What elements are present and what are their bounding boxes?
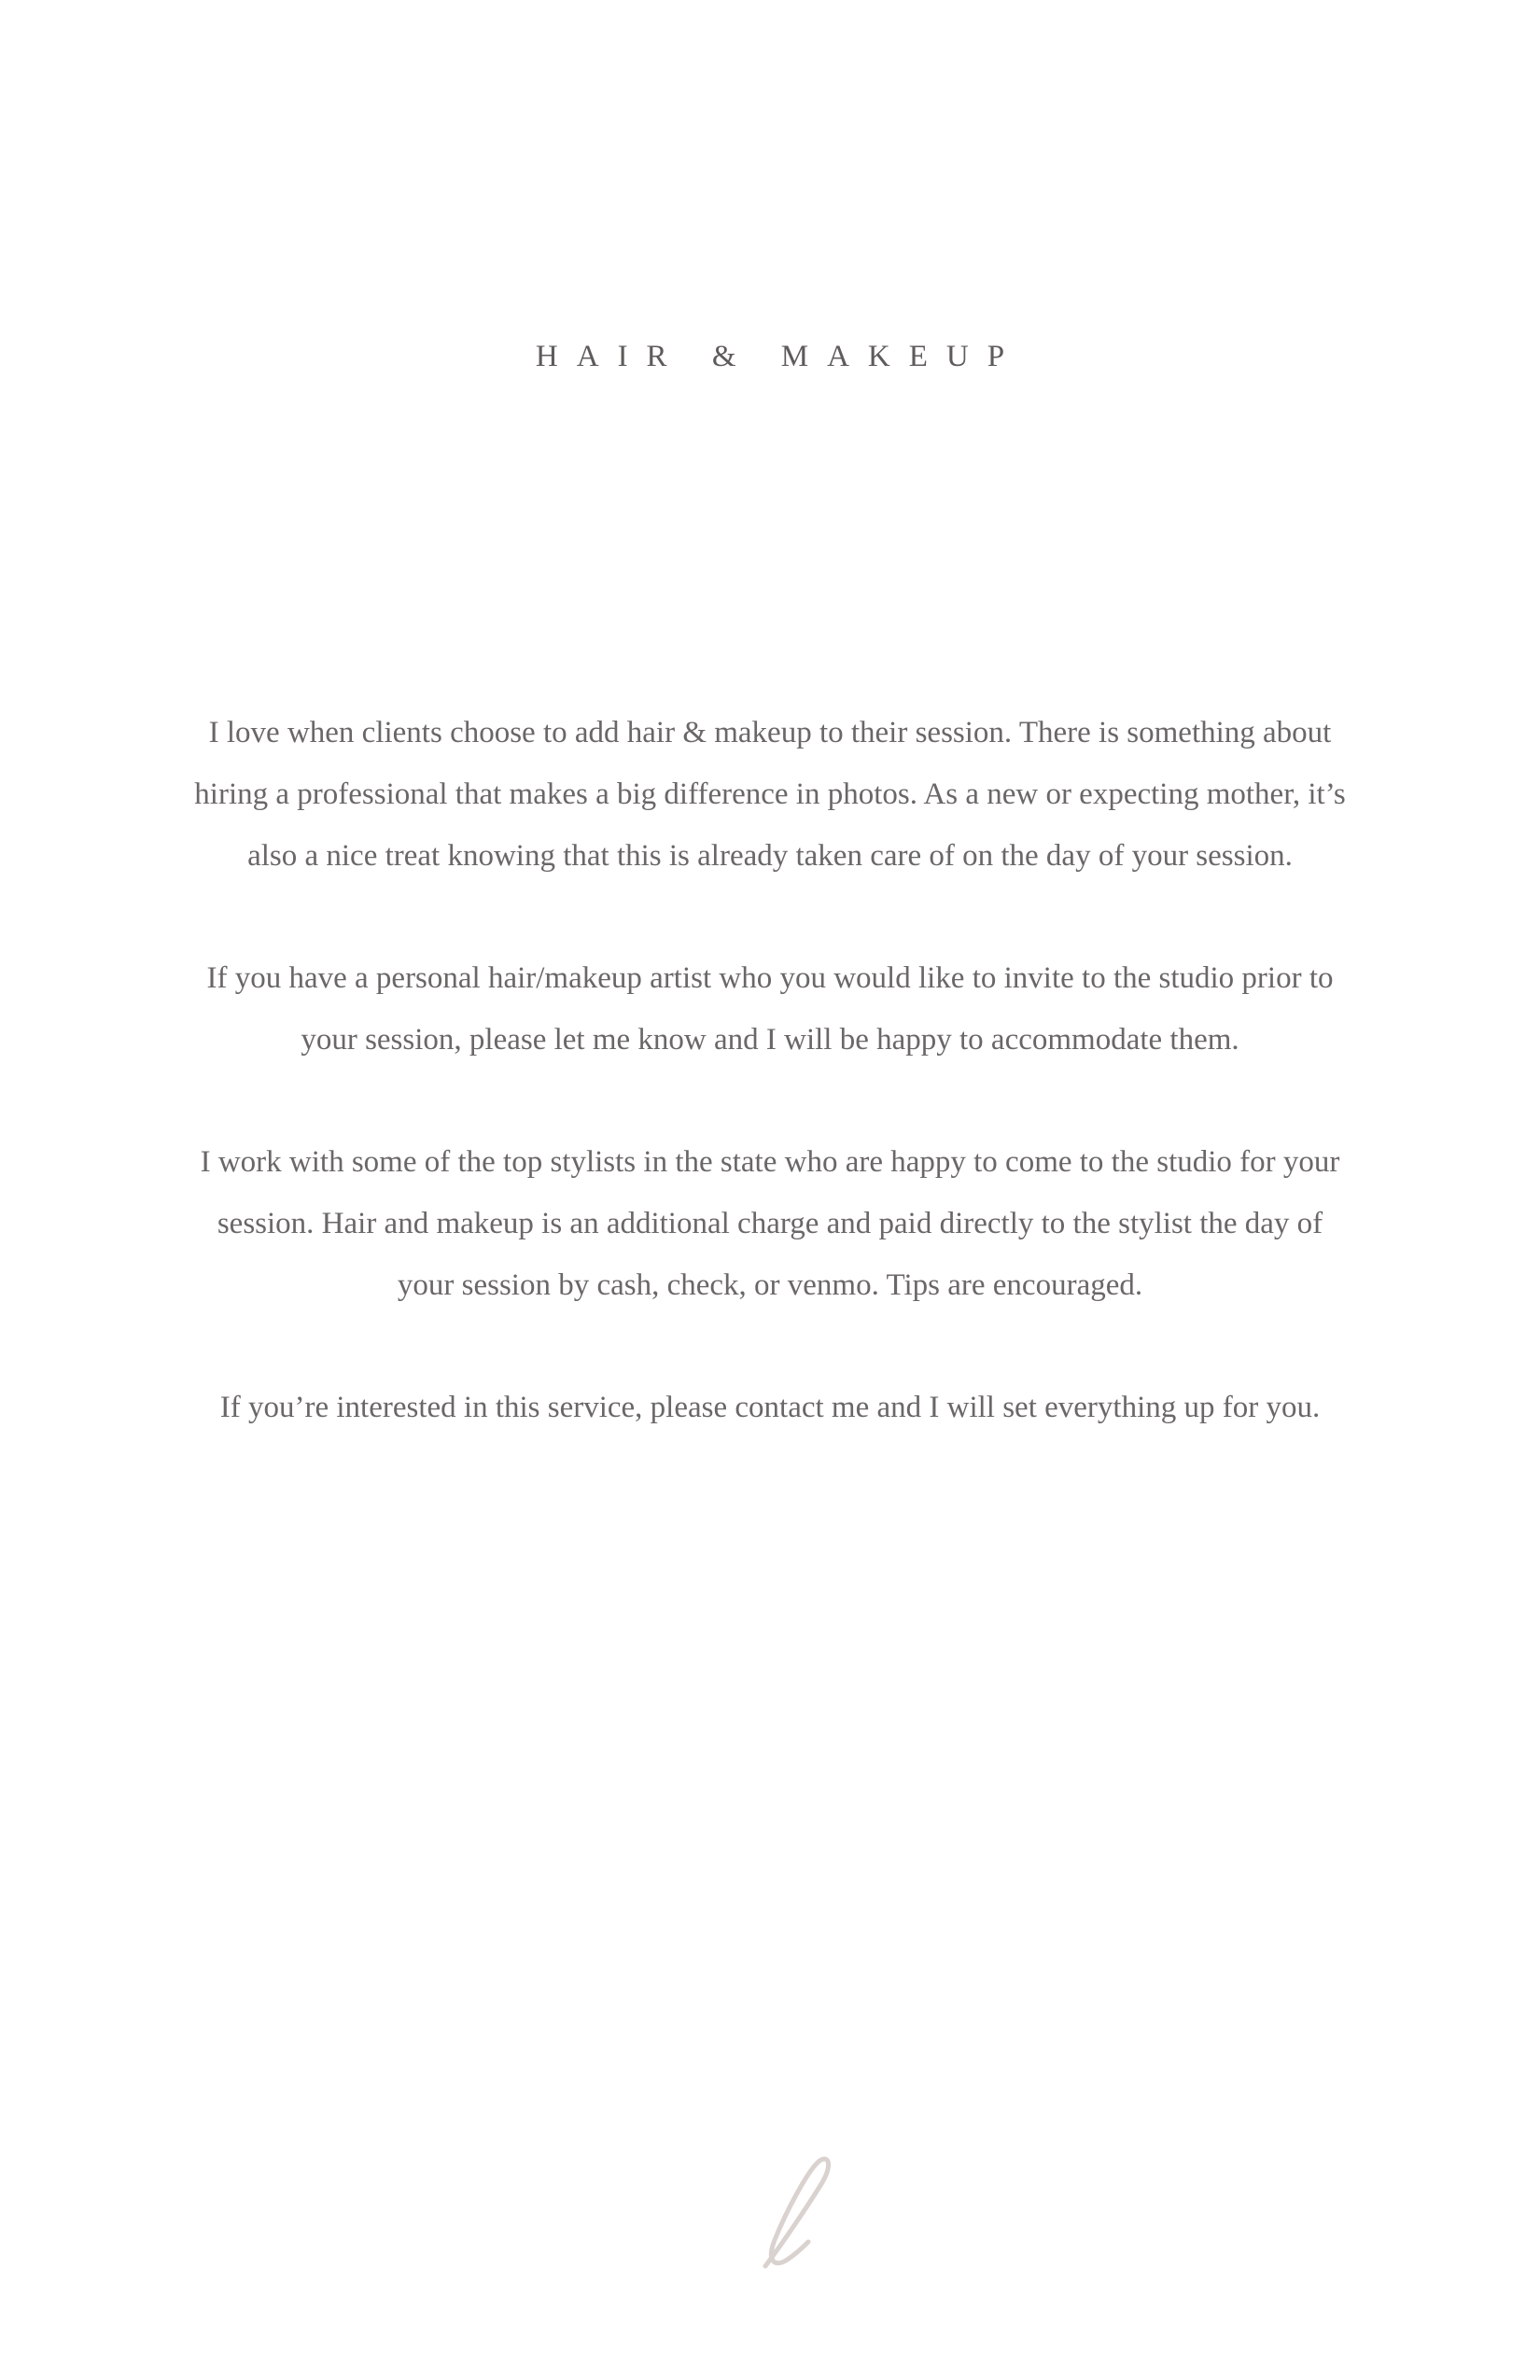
paragraph-stylists: I work with some of the top stylists in the state who are happy to come to the studio for your session. Hair and makeup is an additional charge and paid directly to the stylist the day of your session by cash, check, or venmo. Tips are encouraged.	[200, 1145, 1340, 1302]
paragraph-contact: If you’re interested in this service, please contact me and I will set everything up for you.	[219, 1391, 1321, 1424]
page-title: HAIR & MAKEUP	[535, 340, 1024, 373]
paragraph-personal-artist: If you have a personal hair/makeup artist who you would like to invite to the studio prior to your session, please let me know and I will be happy to accommodate them.	[206, 961, 1334, 1057]
paragraph-intro: I love when clients choose to add hair & makeup to their session. There is something about hiring a professional that makes a big difference in photos. As a new or expecting mother, it’s also a nice treat knowing that this is already taken care of on the day of your session.	[194, 716, 1346, 873]
script-l-monogram-icon	[728, 2147, 859, 2277]
body-copy	[187, 702, 1353, 1499]
